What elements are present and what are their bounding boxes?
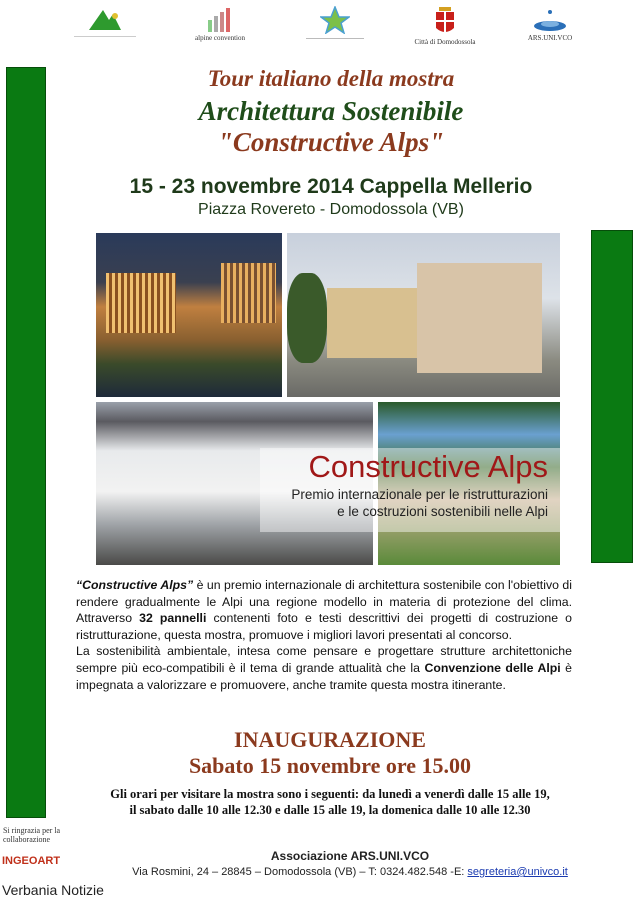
domodossola-crest: Città di Domodossola: [405, 6, 485, 46]
thanks-text: Si ringrazia per la collaborazione: [3, 826, 61, 844]
opening-hours: [60, 786, 600, 818]
address-text: Via Rosmini, 24 – 28845 – Domodossola (VB) – T: 0324.482.548 -E:: [132, 866, 468, 878]
event-address: Piazza Rovereto - Domodossola (VB): [198, 201, 464, 218]
right-green-bar: [591, 230, 633, 563]
event-dates: 15 - 23 novembre 2014 Cappella Mellerio: [129, 175, 533, 198]
lead-text: “Constructive Alps”: [76, 578, 194, 592]
text: è impegnata a valorizzare e promuovere, anche tramite questa mostra itinerante.: [76, 660, 572, 692]
highlight: Convenzione delle Alpi: [424, 660, 561, 675]
overlay-subtitle-2: e le costruzioni sostenibili nelle Alpi: [337, 504, 548, 519]
highlight: 32 pannelli: [139, 611, 207, 626]
overlay-subtitle-1: Premio internazionale per le ristrutturazioni: [291, 487, 548, 502]
alpine-logo: [70, 6, 140, 46]
ingeoart-logo: INGEOART: [2, 855, 61, 867]
photo-piazza: [287, 233, 560, 397]
title-line1: Tour italiano della mostra: [207, 66, 455, 91]
inauguration-title: INAUGURAZIONE: [234, 727, 426, 752]
footer-address: [90, 866, 610, 878]
hours-line-2: il sabato dalle 10 alle 12.30 e dalle 15 alle 19, la domenica dalle 10 alle 12.30: [129, 803, 531, 817]
star-logo: [300, 6, 370, 44]
arsunivco-logo: ARS.UNI.VCO: [525, 6, 575, 42]
text: è un premio internazionale di architettura sostenibile con l'obiettivo di rendere gradualmente le Alpi una regione modello in materia di protezione del clima. Attraverso: [76, 578, 572, 626]
inauguration-date: Sabato 15 novembre ore 15.00: [188, 753, 472, 778]
description: [76, 577, 572, 693]
text: contenenti foto e testi descrittivi dei progetti di costruzione o ristrutturazione, questa mostra, promuove i migliori lavori presentati al concorso.: [76, 611, 572, 642]
email-link[interactable]: segreteria@univco.it: [467, 866, 568, 878]
title-line2: Architettura Sostenibile: [198, 96, 464, 126]
footer-org: Associazione ARS.UNI.VCO: [270, 849, 430, 863]
photo-building-night: [96, 233, 282, 397]
paragraph-2: [76, 643, 572, 693]
title-line3: "Constructive Alps": [217, 127, 445, 157]
photo-overlay-band: [260, 448, 560, 532]
alpine-convention-logo: alpine convention: [190, 6, 250, 42]
overlay-title: Constructive Alps: [308, 449, 548, 484]
hours-line-1: Gli orari per visitare la mostra sono i seguenti: da lunedì a venerdì dalle 15 alle 19,: [110, 787, 550, 801]
watermark: Verbania Notizie: [2, 882, 104, 898]
left-green-bar: [6, 67, 46, 818]
text: La sostenibilità ambientale, intesa come pensare e progettare strutture architettoniche sempre più eco-compatibili è il tema di grande attualità che la: [76, 644, 572, 675]
paragraph-1: [76, 577, 572, 643]
